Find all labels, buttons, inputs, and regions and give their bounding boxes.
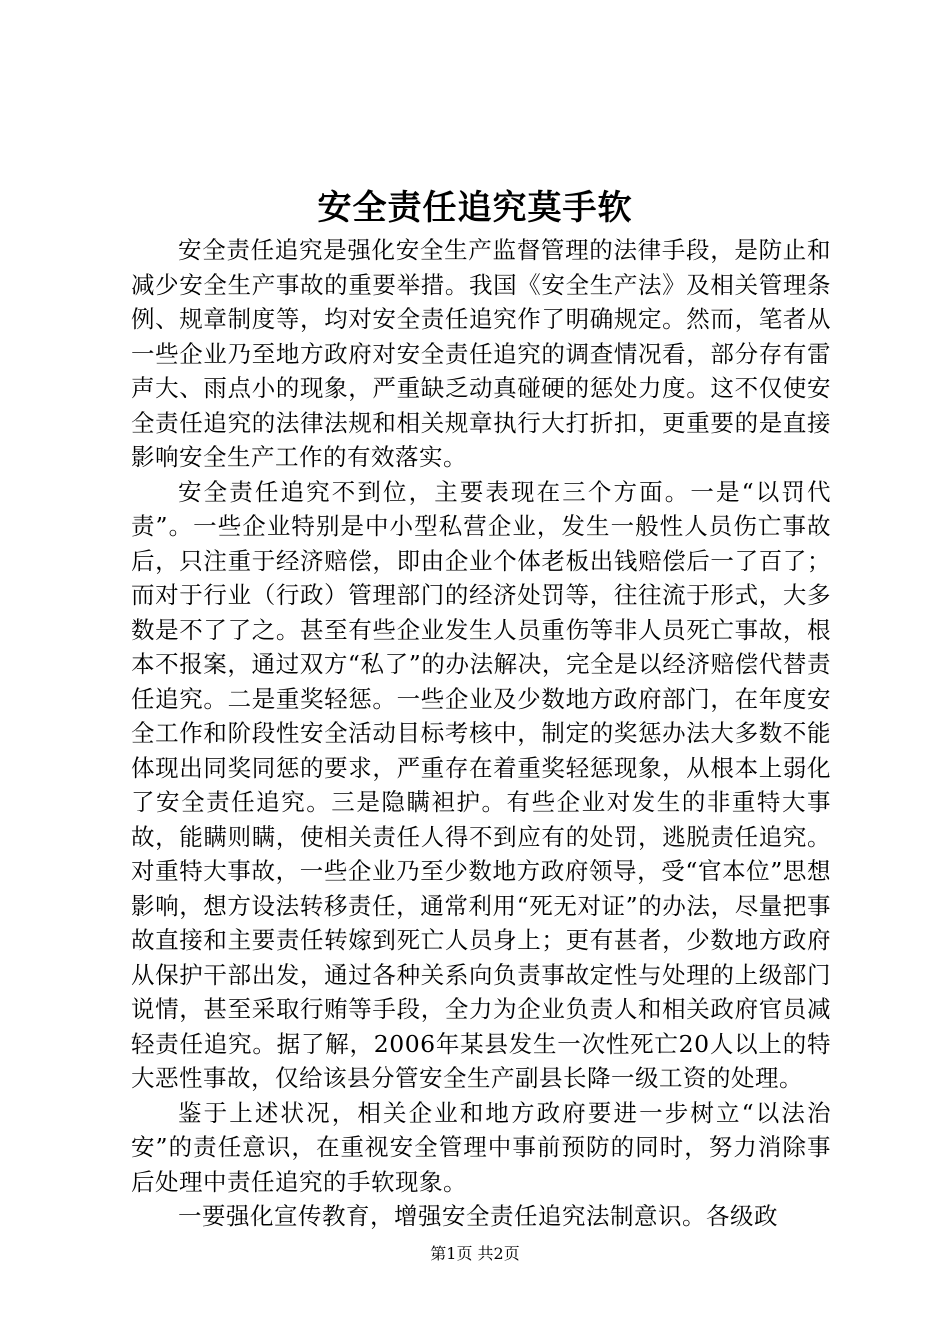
document-title: 安全责任追究莫手软 bbox=[317, 188, 633, 228]
paragraph-1: 安全责任追究是强化安全生产监督管理的法律手段，是防止和减少安全生产事故的重要举措。我国《安全生产法》及相关管理条例、规章制度等，均对安全责任追究作了明确规定。然而，笔者从一些企业乃至地方政府对安全责任追究的调查情况看，部分存有雷声大、雨点小的现象，严重缺乏动真碰硬的惩处力度。这不仅使安全责任追究的法律法规和相关规章执行大打折扣，更重要的是直接影响安全生产工作的有效落实。 bbox=[131, 236, 831, 471]
page-number-footer: 第1页 共2页 bbox=[430, 1244, 520, 1263]
paragraph-3: 鉴于上述状况，相关企业和地方政府要进一步树立“以法治安”的责任意识，在重视安全管理中事前预防的同时，努力消除事后处理中责任追究的手软现象。 bbox=[131, 1098, 831, 1196]
document-body bbox=[131, 233, 831, 1234]
paragraph-4: 一要强化宣传教育，增强安全责任追究法制意识。各级政 bbox=[178, 1202, 778, 1230]
paragraph-2: 安全责任追究不到位，主要表现在三个方面。一是“以罚代责”。一些企业特别是中小型私营企业，发生一般性人员伤亡事故后，只注重于经济赔偿，即由企业个体老板出钱赔偿后一了百了；而对于行业（行政）管理部门的经济处罚等，往往流于形式，大多数是不了了之。甚至有些企业发生人员重伤等非人员死亡事故，根本不报案，通过双方“私了”的办法解决，完全是以经济赔偿代替责任追究。二是重奖轻惩。一些企业及少数地方政府部门，在年度安全工作和阶段性安全活动目标考核中，制定的奖惩办法大多数不能体现出同奖同惩的要求，严重存在着重奖轻惩现象，从根本上弱化了安全责任追究。三是隐瞒袒护。有些企业对发生的非重特大事故，能瞒则瞒，使相关责任人得不到应有的处罚，逃脱责任追究。对重特大事故，一些企业乃至少数地方政府领导，受“官本位”思想影响，想方设法转移责任，通常利用“死无对证”的办法，尽量把事故直接和主要责任转嫁到死亡人员身上；更有甚者，少数地方政府从保护干部出发，通过各种关系向负责事故定性与处理的上级部门说情，甚至采取行贿等手段，全力为企业负责人和相关政府官员减轻责任追究。据了解，2006年某县发生一次性死亡20人以上的特大恶性事故，仅给该县分管安全生产副县长降一级工资的处理。 bbox=[131, 477, 831, 1092]
